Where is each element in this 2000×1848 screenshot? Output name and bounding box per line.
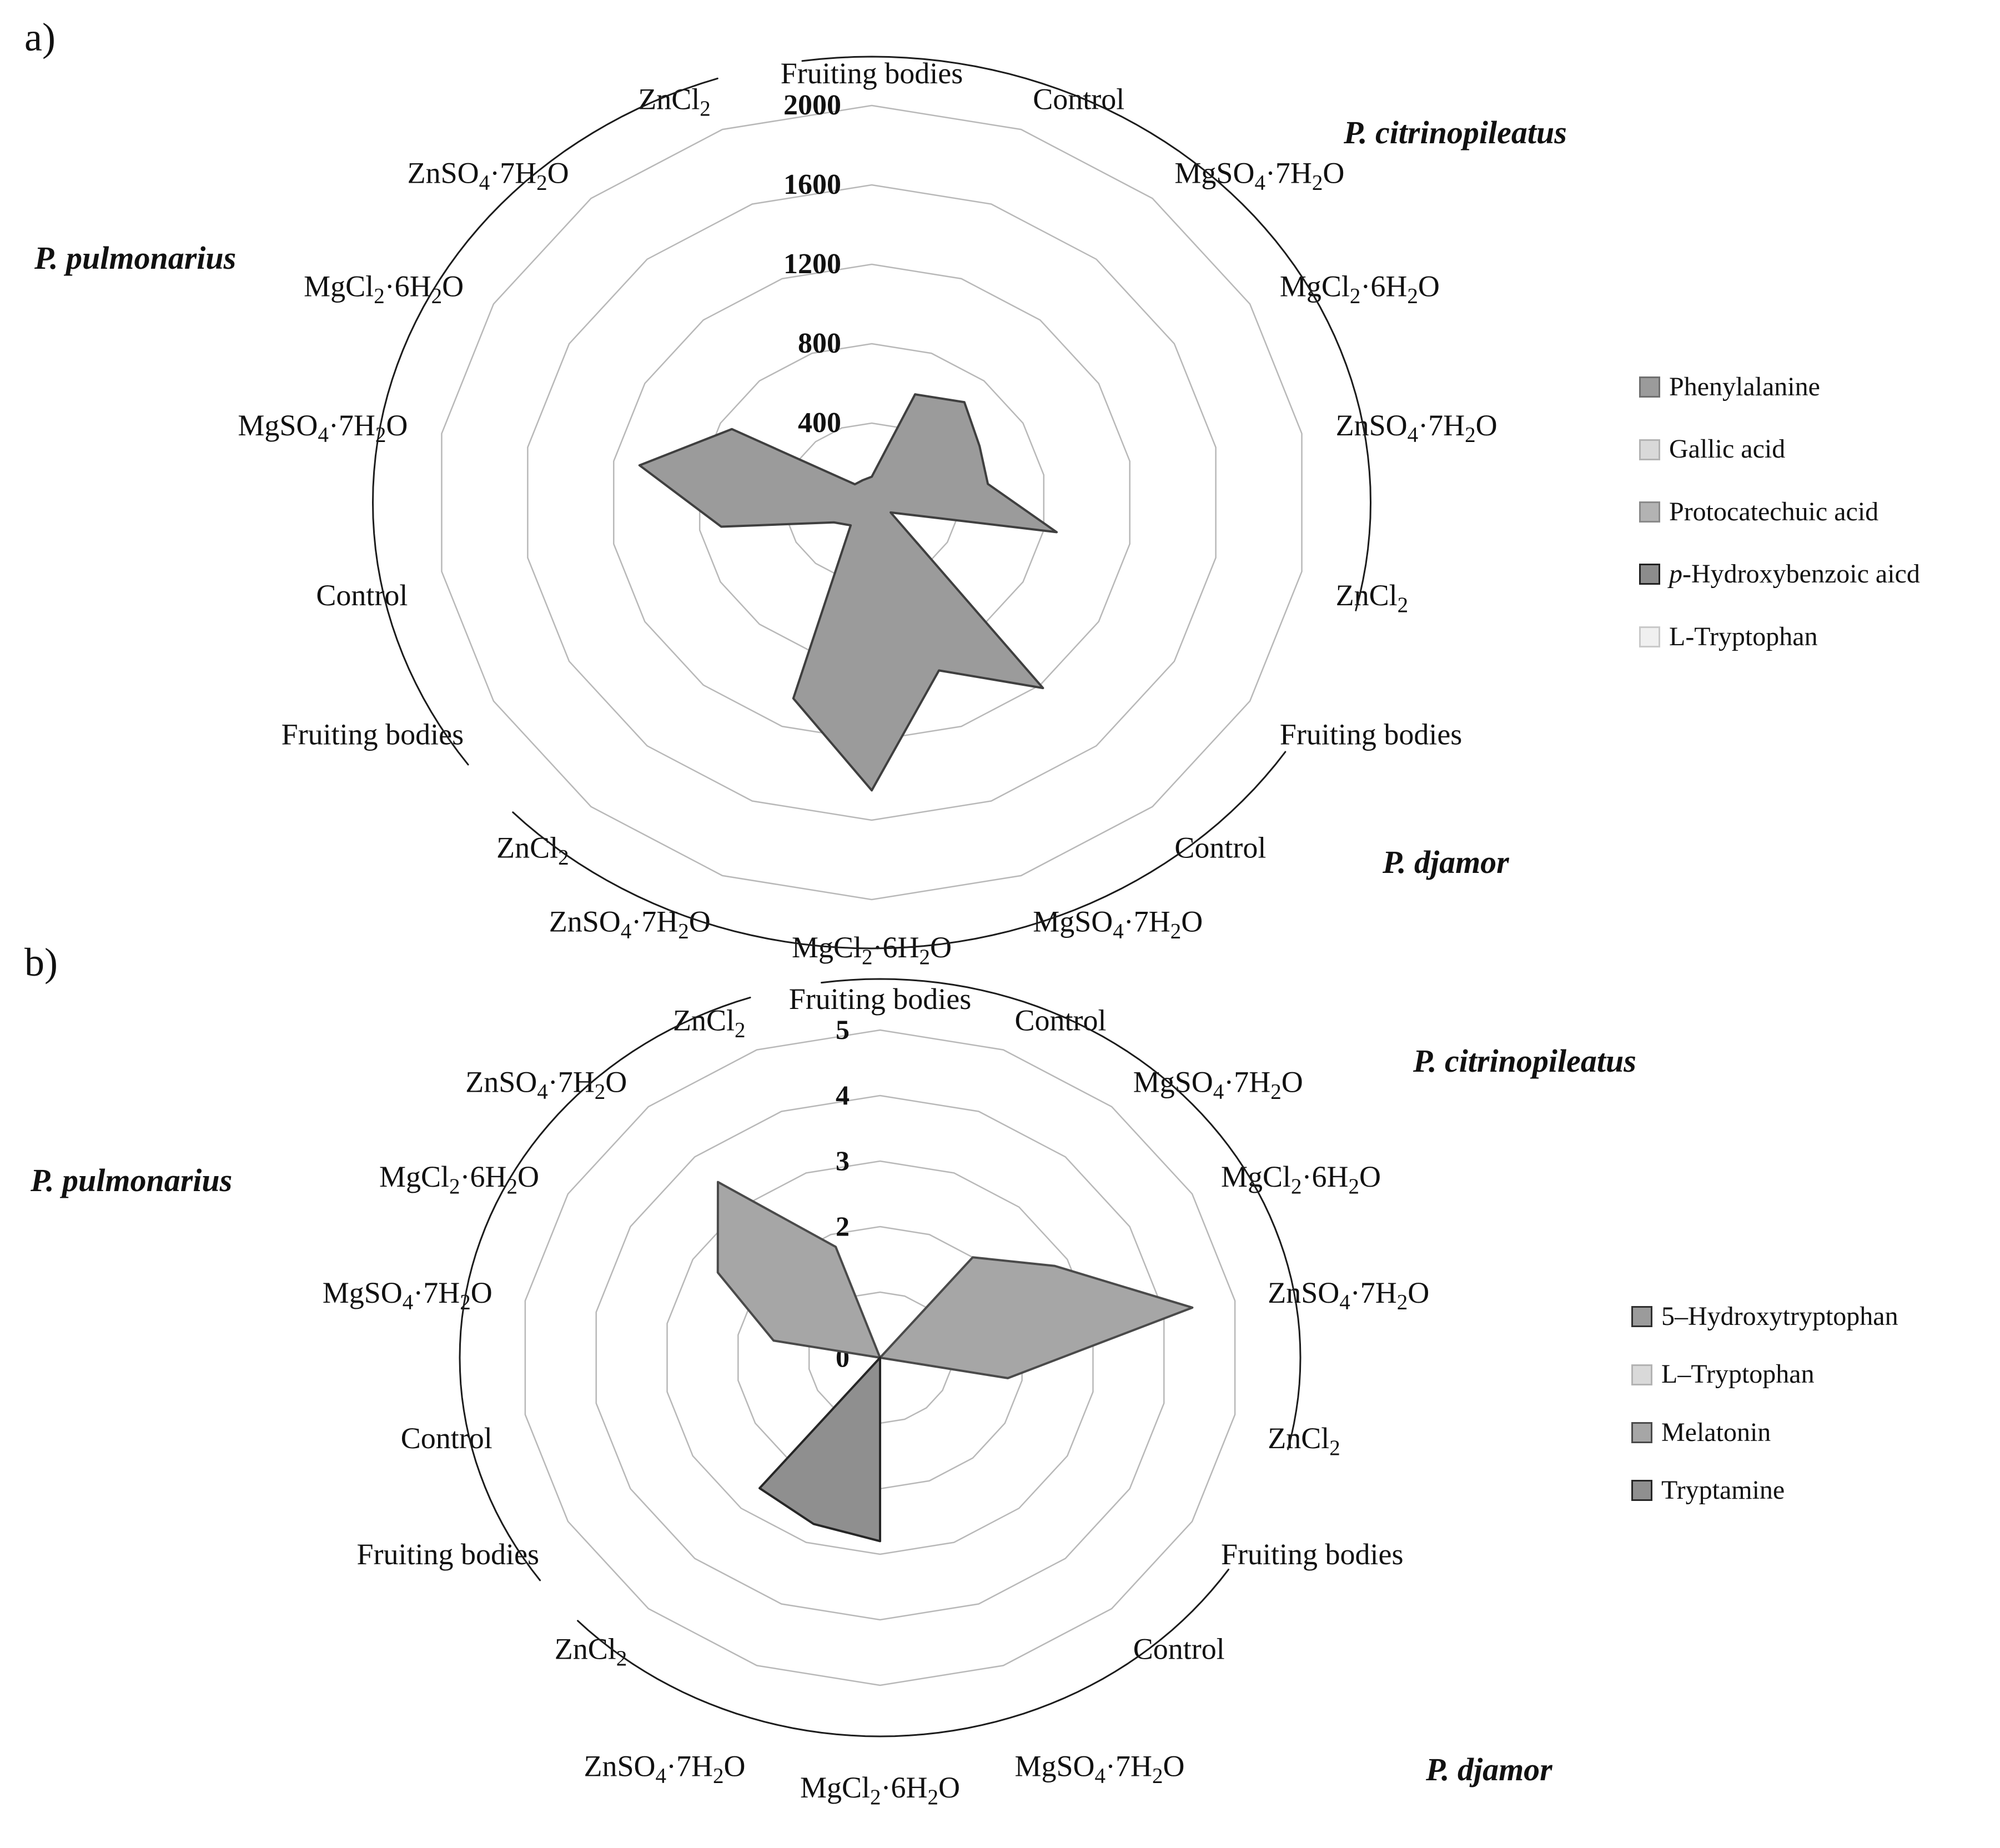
legend-item bbox=[1639, 373, 1920, 401]
legend-item bbox=[1639, 623, 1920, 651]
category-label: Fruiting bodies bbox=[356, 1538, 539, 1571]
radial-tick-label: 3 bbox=[836, 1145, 850, 1176]
category-label: $ZnSO_4\cdot 7H_2O$ bbox=[549, 905, 711, 943]
category-label: $MgCl_2\cdot 6H_2O$ bbox=[379, 1160, 539, 1198]
category-label: ZnCl$_2$ bbox=[496, 831, 569, 870]
category-label: $MgCl_2\cdot 6H_2O$ bbox=[1221, 1160, 1381, 1198]
species-label: P. djamor bbox=[1426, 1751, 1552, 1787]
legend-item bbox=[1639, 560, 1920, 588]
legend-swatch bbox=[1639, 626, 1660, 647]
legend-swatch bbox=[1631, 1422, 1652, 1443]
legend-item bbox=[1631, 1419, 1898, 1447]
series-polygon-Tryptamine bbox=[760, 1358, 880, 1541]
category-label: $MgSO_4\cdot 7H_2O$ bbox=[1174, 156, 1345, 195]
category-label: $MgSO_4\cdot 7H_2O$ bbox=[1033, 905, 1203, 943]
legend-b bbox=[1631, 1303, 1898, 1535]
category-label: $MgSO_4\cdot 7H_2O$ bbox=[238, 408, 408, 447]
category-label: Control bbox=[316, 579, 408, 612]
category-label: Fruiting bodies bbox=[1221, 1538, 1404, 1571]
species-group-arc bbox=[578, 1569, 1229, 1736]
category-label: $MgCl_2\cdot 6H_2O$ bbox=[800, 1771, 961, 1809]
category-label: $MgSO_4\cdot 7H_2O$ bbox=[322, 1275, 493, 1314]
legend-item bbox=[1639, 498, 1920, 526]
category-label: $ZnSO_4\cdot 7H_2O$ bbox=[407, 156, 569, 195]
category-label: Control bbox=[1014, 1003, 1107, 1037]
legend-label: p-Hydroxybenzoic aicd bbox=[1669, 559, 1920, 589]
species-label: P. citrinopileatus bbox=[1344, 114, 1567, 150]
radial-tick-label: 800 bbox=[798, 328, 841, 359]
species-group-arc bbox=[822, 979, 1300, 1449]
legend-label: L-Tryptophan bbox=[1669, 621, 1818, 651]
legend-item bbox=[1631, 1477, 1898, 1504]
category-label: ZnCl$_2$ bbox=[554, 1632, 627, 1671]
radial-tick-label: 2000 bbox=[783, 89, 841, 121]
radial-tick-label: 1600 bbox=[783, 169, 841, 200]
legend-swatch bbox=[1639, 564, 1660, 585]
category-label: ZnCl$_2$ bbox=[638, 82, 711, 121]
category-label: ZnCl$_2$ bbox=[1268, 1422, 1340, 1460]
category-label: $MgCl_2\cdot 6H_2O$ bbox=[791, 931, 952, 969]
legend-swatch bbox=[1639, 501, 1660, 523]
legend-a bbox=[1639, 373, 1920, 685]
category-label: $MgSO_4\cdot 7H_2O$ bbox=[1133, 1065, 1303, 1104]
series-polygon-Melatonin bbox=[718, 1182, 1193, 1378]
radar-chart-a bbox=[34, 57, 1567, 969]
legend-label: 5–Hydroxytryptophan bbox=[1661, 1302, 1898, 1331]
category-label: $ZnSO_4\cdot 7H_2O$ bbox=[1335, 408, 1498, 447]
legend-label: Tryptamine bbox=[1661, 1475, 1785, 1505]
legend-swatch bbox=[1631, 1480, 1652, 1501]
radar-chart-b bbox=[30, 979, 1636, 1809]
category-label: Control bbox=[400, 1422, 493, 1455]
category-label: Fruiting bodies bbox=[788, 982, 972, 1016]
category-label: Control bbox=[1174, 831, 1267, 865]
category-label: $MgSO_4\cdot 7H_2O$ bbox=[1014, 1749, 1185, 1788]
legend-item bbox=[1639, 435, 1920, 463]
category-label: ZnCl$_2$ bbox=[672, 1003, 746, 1042]
category-label: $ZnSO_4\cdot 7H_2O$ bbox=[465, 1065, 627, 1104]
radial-tick-label: 400 bbox=[798, 407, 841, 439]
legend-label: L–Tryptophan bbox=[1661, 1359, 1815, 1389]
category-label: Control bbox=[1133, 1632, 1225, 1666]
legend-label: Phenylalanine bbox=[1669, 372, 1820, 401]
panel-label-b: b) bbox=[24, 940, 58, 985]
species-label: P. citrinopileatus bbox=[1413, 1043, 1636, 1079]
legend-swatch bbox=[1639, 376, 1660, 398]
legend-swatch bbox=[1639, 439, 1660, 460]
legend-swatch bbox=[1631, 1306, 1652, 1327]
radial-tick-label: 1200 bbox=[783, 248, 841, 280]
species-label: P. pulmonarius bbox=[31, 1162, 233, 1198]
legend-label: Melatonin bbox=[1661, 1417, 1771, 1447]
radial-tick-label: 5 bbox=[836, 1014, 850, 1045]
category-label: Control bbox=[1033, 82, 1125, 116]
legend-label: Protocatechuic acid bbox=[1669, 496, 1879, 526]
category-label: Fruiting bodies bbox=[1279, 717, 1463, 751]
category-label: ZnCl$_2$ bbox=[1335, 579, 1409, 617]
legend-item bbox=[1631, 1303, 1898, 1330]
category-label: $MgCl_2\cdot 6H_2O$ bbox=[1279, 269, 1440, 308]
legend-swatch bbox=[1631, 1364, 1652, 1385]
category-label: Fruiting bodies bbox=[780, 57, 963, 90]
category-label: $ZnSO_4\cdot 7H_2O$ bbox=[1268, 1275, 1430, 1314]
series-polygon-Phenylalanine bbox=[640, 394, 1057, 790]
category-label: Fruiting bodies bbox=[281, 717, 464, 751]
category-label: $ZnSO_4\cdot 7H_2O$ bbox=[584, 1749, 746, 1788]
radial-tick-label: 0 bbox=[836, 1342, 850, 1373]
legend-label: Gallic acid bbox=[1669, 434, 1786, 464]
panel-label-a: a) bbox=[24, 15, 56, 59]
legend-item bbox=[1631, 1360, 1898, 1388]
species-label: P. pulmonarius bbox=[34, 240, 237, 276]
species-label: P. djamor bbox=[1383, 844, 1509, 880]
category-label: $MgCl_2\cdot 6H_2O$ bbox=[304, 269, 464, 308]
radial-tick-label: 2 bbox=[836, 1211, 850, 1242]
radial-tick-label: 4 bbox=[836, 1079, 850, 1111]
